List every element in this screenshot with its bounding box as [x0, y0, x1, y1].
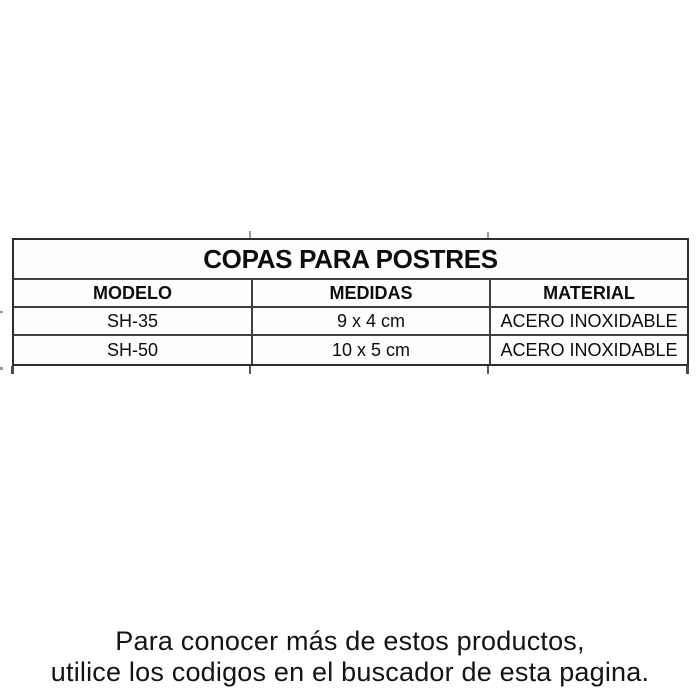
gridline-stub [249, 231, 251, 238]
gridline-stub [249, 366, 251, 374]
cell-medidas: 10 x 5 cm [251, 336, 489, 364]
gridline-stub [11, 366, 14, 374]
column-header-medidas: MEDIDAS [251, 280, 489, 306]
product-spec-table [12, 238, 689, 366]
gridline-stub [0, 367, 3, 370]
table-row [14, 306, 687, 334]
gridline-stub [686, 366, 689, 374]
cell-modelo: SH-35 [106, 310, 159, 331]
footer-line-1: Para conocer más de estos productos, [115, 626, 585, 656]
footer-note [0, 626, 700, 688]
footer-line-2: utilice los codigos en el buscador de esta pagina. [50, 657, 650, 687]
gridline-stub [0, 311, 3, 313]
cell-modelo: SH-50 [106, 339, 159, 360]
cell-material: ACERO INOXIDABLE [489, 308, 687, 334]
column-header-material: MATERIAL [489, 280, 687, 306]
gridline-stub [487, 232, 489, 238]
cell-medidas: 9 x 4 cm [251, 308, 489, 334]
gridline-stub [487, 366, 489, 374]
table-header-row [14, 278, 687, 306]
column-header-modelo: MODELO [93, 282, 172, 303]
table-row [14, 334, 687, 364]
cell-material: ACERO INOXIDABLE [489, 336, 687, 364]
table-title: COPAS PARA POSTRES [203, 243, 498, 274]
